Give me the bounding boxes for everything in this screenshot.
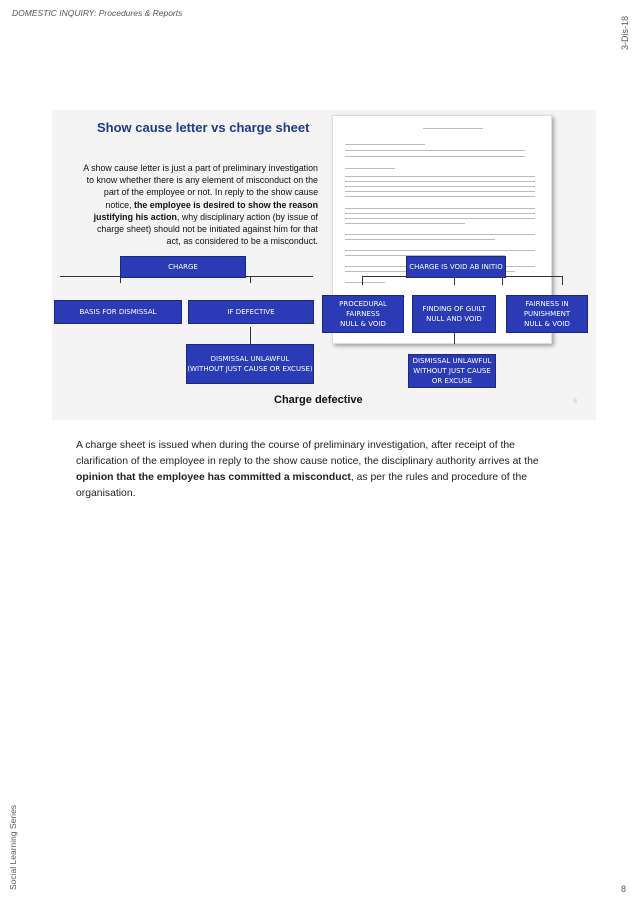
slide-desc-part1: A show cause letter is just a part of preliminary investigation to know whether there is any element of misconduct on the part of the employee or not. In reply to the show cause notice, (83, 163, 318, 210)
slide-description (82, 162, 318, 247)
void-box-label: CHARGE IS VOID AB INITIO (409, 263, 503, 271)
unlawful-line-1: DISMISSAL UNLAWFUL (210, 355, 290, 363)
para-bold: opinion that the employee has committed a misconduct (76, 472, 351, 483)
unlawful2-line-1: DISMISSAL UNLAWFUL (412, 357, 492, 365)
slide-title: Show cause letter vs charge sheet (97, 120, 310, 135)
charge-box (120, 256, 246, 278)
proc-line-2: NULL & VOID (340, 320, 386, 328)
document-date: 3-Dis-18 (620, 15, 630, 50)
dismissal-unlawful-box-2 (408, 354, 496, 388)
unlawful-line-2: (WITHOUT JUST CAUSE OR EXCUSE) (187, 365, 313, 373)
slide-image (52, 110, 596, 420)
dismissal-unlawful-box (186, 344, 314, 384)
punish-line-2: NULL & VOID (524, 320, 570, 328)
guilt-line-1: FINDING OF GUILT (422, 305, 486, 313)
unlawful2-line-2: WITHOUT JUST CAUSE OR EXCUSE (413, 367, 491, 385)
body-paragraph (76, 438, 566, 502)
basis-for-dismissal-box (54, 300, 182, 324)
fairness-in-punishment-box (506, 295, 588, 333)
defective-box-label: IF DEFECTIVE (227, 308, 275, 316)
guilt-line-2: NULL AND VOID (426, 315, 482, 323)
punish-line-1: FAIRNESS IN PUNISHMENT (523, 300, 571, 318)
series-label: Social Learning Series (8, 804, 18, 890)
slide-caption: Charge defective (274, 394, 363, 406)
slide-desc-bold: the employee is desired to show the reason justifying his action (93, 199, 318, 222)
finding-of-guilt-box (412, 295, 496, 333)
para-part1: A charge sheet is issued when during the course of preliminary investigation, after receipt of the clarification of the employee in reply to the show cause notice, the disciplinary authority arrives at the (76, 440, 539, 467)
basis-box-label: BASIS FOR DISMISSAL (79, 308, 157, 316)
document-header: DOMESTIC INQUIRY: Procedures & Reports (12, 8, 183, 18)
charge-box-label: CHARGE (168, 263, 198, 271)
para-part2: , as per the rules and procedure of the organisation. (76, 472, 528, 499)
if-defective-box (188, 300, 314, 324)
procedural-fairness-box (322, 295, 404, 333)
proc-line-1: PROCEDURAL FAIRNESS (339, 300, 387, 318)
slide-desc-part2: , why disciplinary action (by issue of charge sheet) should not be initiated against him for that act, as considered to be a misconduct. (96, 211, 318, 247)
charge-void-box (406, 256, 506, 278)
page-number: 8 (620, 884, 626, 894)
slide-watermark: S (573, 399, 578, 405)
